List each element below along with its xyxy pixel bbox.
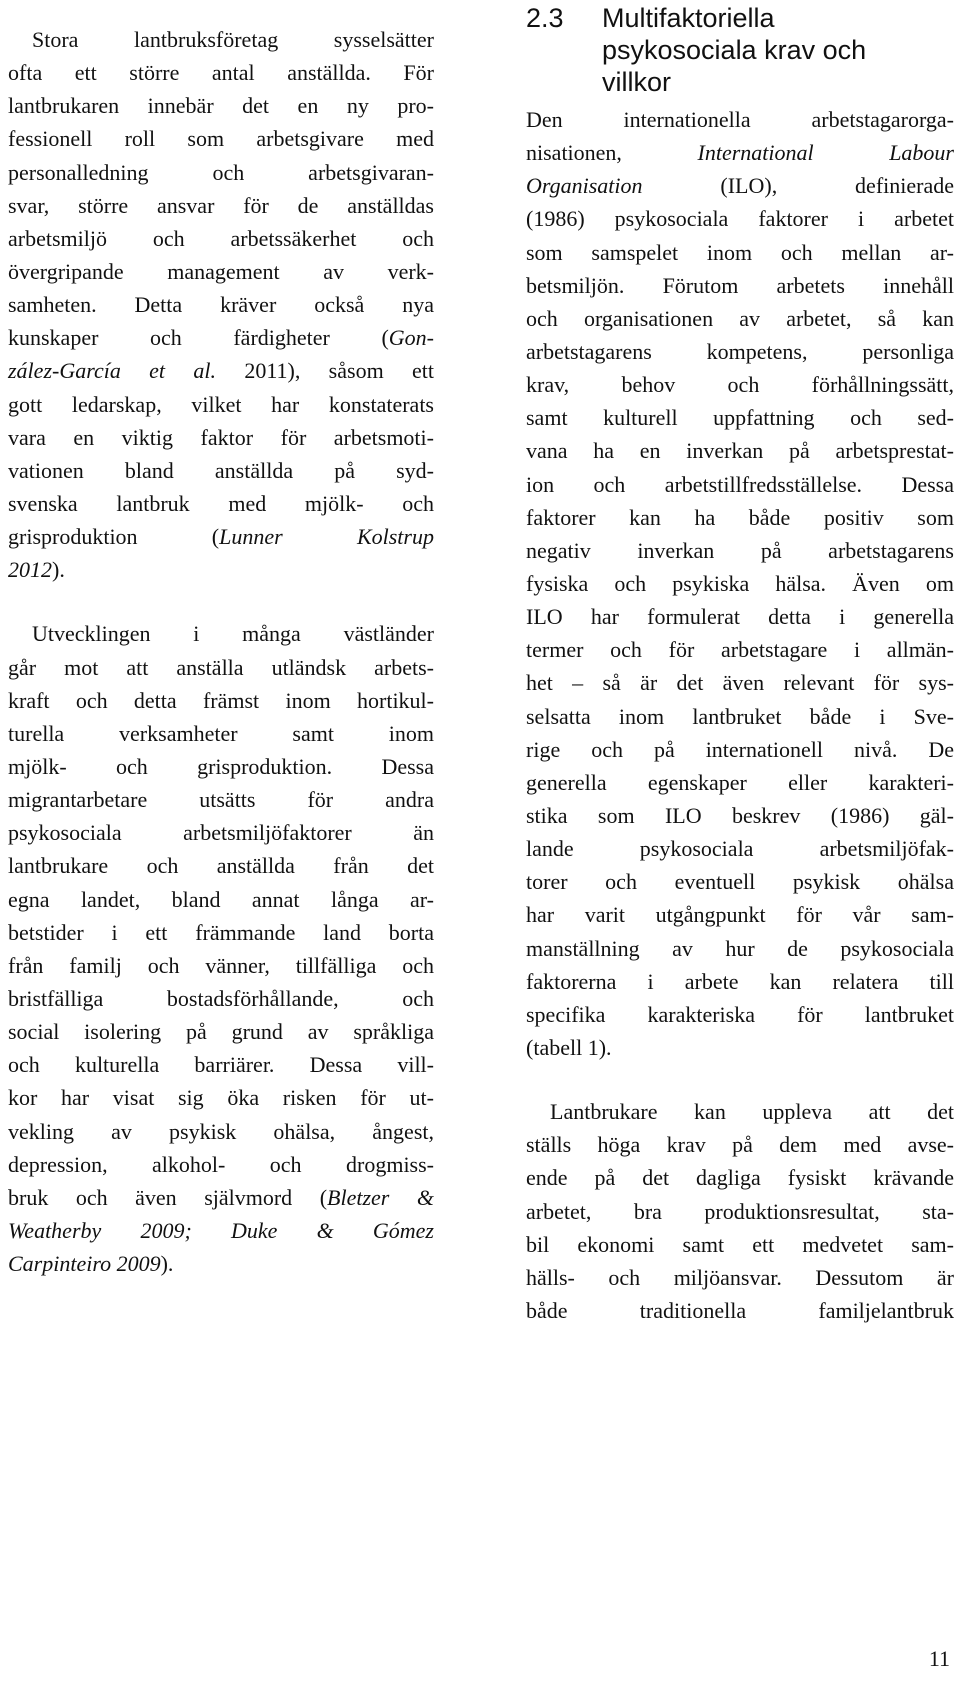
citation: Gon- — [388, 325, 434, 351]
text-line: depression, alkohol- och drogmiss- — [8, 1151, 434, 1177]
text-line: manställning av hur de psykosociala — [526, 935, 954, 961]
text-line: migrantarbetare utsätts för andra — [8, 787, 434, 813]
paragraph — [8, 617, 434, 1280]
text-line: Stora lantbruksföretag sysselsätter — [32, 27, 434, 52]
text-line: faktorerna i arbete kan relatera till — [526, 968, 954, 994]
text-line: turella verksamheter samt inom — [8, 720, 434, 746]
text-line: och kulturella barriärer. Dessa vill- — [8, 1052, 434, 1078]
citation: International Labour — [697, 140, 954, 166]
text-line: samt kulturell uppfattning och sed- — [526, 405, 954, 431]
paragraph — [8, 23, 434, 586]
text-line: krav, behov och förhållningssätt, — [526, 372, 954, 398]
right-column — [526, 0, 954, 1327]
text-line: bruk och även självmord (Bletzer & — [8, 1184, 434, 1210]
text-line: samheten. Detta kräver också nya — [8, 292, 434, 318]
citation: Organisation — [526, 173, 643, 199]
text-line: nisationen, International Labour — [526, 140, 954, 166]
text-line: betstider i ett främmande land borta — [8, 919, 434, 945]
text-line: vara en viktig faktor för arbetsmoti- — [8, 424, 434, 450]
text-line: rige och på internationell nivå. De — [526, 736, 954, 762]
text-line: ion och arbetstillfredsställelse. Dessa — [526, 471, 954, 497]
text-line: stika som ILO beskrev (1986) gäl- — [526, 802, 954, 828]
text-line: fysiska och psykiska hälsa. Även om — [526, 570, 954, 596]
text-line: negativ inverkan på arbetstagarens — [526, 537, 954, 563]
text-line: övergripande management av verk- — [8, 258, 434, 284]
text-line: grisproduktion (Lunner Kolstrup — [8, 524, 434, 550]
text-line: bristfälliga bostadsförhållande, och — [8, 985, 434, 1011]
text-line: arbetet, bra produktionsresultat, sta- — [526, 1198, 954, 1224]
text-line: egna landet, bland annat långa ar- — [8, 886, 434, 912]
text-line: personalledning och arbetsgivaran- — [8, 159, 434, 185]
text-line: Den internationella arbetstagarorga- — [526, 107, 954, 132]
text-line: Utvecklingen i många västländer — [32, 621, 434, 647]
text-line: vekling av psykisk ohälsa, ångest, — [8, 1118, 434, 1144]
text-line: kor har visat sig öka risken för ut- — [8, 1085, 434, 1111]
citation: Lunner Kolstrup — [219, 524, 434, 550]
text-line: går mot att anställa utländsk arbets- — [8, 654, 434, 680]
text-line: arbetstagarens kompetens, personliga — [526, 338, 954, 364]
paragraph — [526, 1095, 954, 1327]
heading-line: villkor — [602, 67, 672, 97]
heading-line: 2.3 Multifaktoriella — [526, 3, 775, 33]
text-line: vana ha en inverkan på arbetsprestat- — [526, 438, 954, 464]
text-line: arbetsmiljö och arbetssäkerhet och — [8, 225, 434, 251]
text-line: faktorer kan ha både positiv som — [526, 504, 954, 530]
text-line: ställs höga krav på dem med avse- — [526, 1132, 954, 1158]
text-line: lantbrukaren innebär det en ny pro- — [8, 93, 434, 119]
text-line: lande psykosociala arbetsmiljöfak- — [526, 836, 954, 862]
text-line: från familj och vänner, tillfälliga och — [8, 952, 434, 978]
text-line: Carpinteiro 2009). — [8, 1251, 174, 1277]
text-line: termer och för arbetstagare i allmän- — [526, 637, 954, 663]
text-line: torer och eventuell psykisk ohälsa — [526, 869, 954, 895]
text-line: kunskaper och färdigheter (Gon- — [8, 325, 434, 351]
text-line: gott ledarskap, vilket har konstaterats — [8, 391, 434, 417]
text-line — [8, 1214, 434, 1247]
text-line: (1986) psykosociala faktorer i arbetet — [526, 206, 954, 232]
text-line: ILO har formulerat detta i generella — [526, 604, 954, 630]
text-line: fessionell roll som arbetsgivare med — [8, 126, 434, 152]
text-line: har varit utgångpunkt för vår sam- — [526, 902, 954, 928]
text-line: zález-García et al. 2011), såsom ett — [8, 358, 435, 384]
citation: Carpinteiro 2009 — [8, 1251, 161, 1277]
text-line: selsatta inom lantbruket både i Sve- — [526, 703, 954, 729]
text-line: som samspelet inom och mellan ar- — [526, 239, 954, 265]
text-line: bil ekonomi samt ett medvetet sam- — [526, 1231, 954, 1257]
text-line: lantbrukare och anställda från det — [8, 853, 434, 879]
page-number: 11 — [928, 1646, 950, 1671]
section-number: 2.3 — [526, 3, 564, 33]
citation: Weatherby 2009; Duke & Gómez — [8, 1217, 434, 1243]
text-line: mjölk- och grisproduktion. Dessa — [8, 753, 434, 779]
text-line: specifika karakteriska för lantbruket — [526, 1001, 954, 1027]
text-line: generella egenskaper eller karakteri- — [526, 769, 954, 795]
text-line: (tabell 1). — [526, 1034, 612, 1060]
heading-line: psykosociala krav och — [602, 35, 867, 65]
text-line: Lantbrukare kan uppleva att det — [550, 1099, 954, 1125]
text-line: psykosociala arbetsmiljöfaktorer än — [8, 820, 434, 846]
text-line: ende på det dagliga fysiskt krävande — [526, 1165, 954, 1191]
text-line: svar, större ansvar för de anställdas — [8, 192, 434, 218]
text-line: och organisationen av arbetet, så kan — [526, 305, 954, 331]
text-line: 2012). — [8, 557, 65, 583]
text-line: betsmiljön. Förutom arbetets innehåll — [526, 272, 954, 298]
text-line: social isolering på grund av språkliga — [8, 1019, 434, 1045]
citation: Bletzer & — [327, 1184, 434, 1210]
citation: zález-García et al. — [8, 358, 216, 384]
text-line: Organisation (ILO), definierade — [526, 173, 954, 199]
text-line: kraft och detta främst inom hortikul- — [8, 687, 434, 713]
text-line: ofta ett större antal anställda. För — [8, 60, 434, 86]
text-line: både traditionella familjelantbruk — [526, 1297, 954, 1323]
text-line: het – så är det även relevant för sys- — [526, 670, 954, 696]
paragraph — [526, 103, 954, 1064]
section-heading — [526, 0, 954, 98]
text-line: vationen bland anställda på syd- — [8, 457, 434, 483]
citation: 2012 — [8, 557, 52, 583]
left-column — [8, 0, 434, 1280]
text-line: hälls- och miljöansvar. Dessutom är — [526, 1264, 954, 1290]
text-line: svenska lantbruk med mjölk- och — [8, 490, 434, 516]
